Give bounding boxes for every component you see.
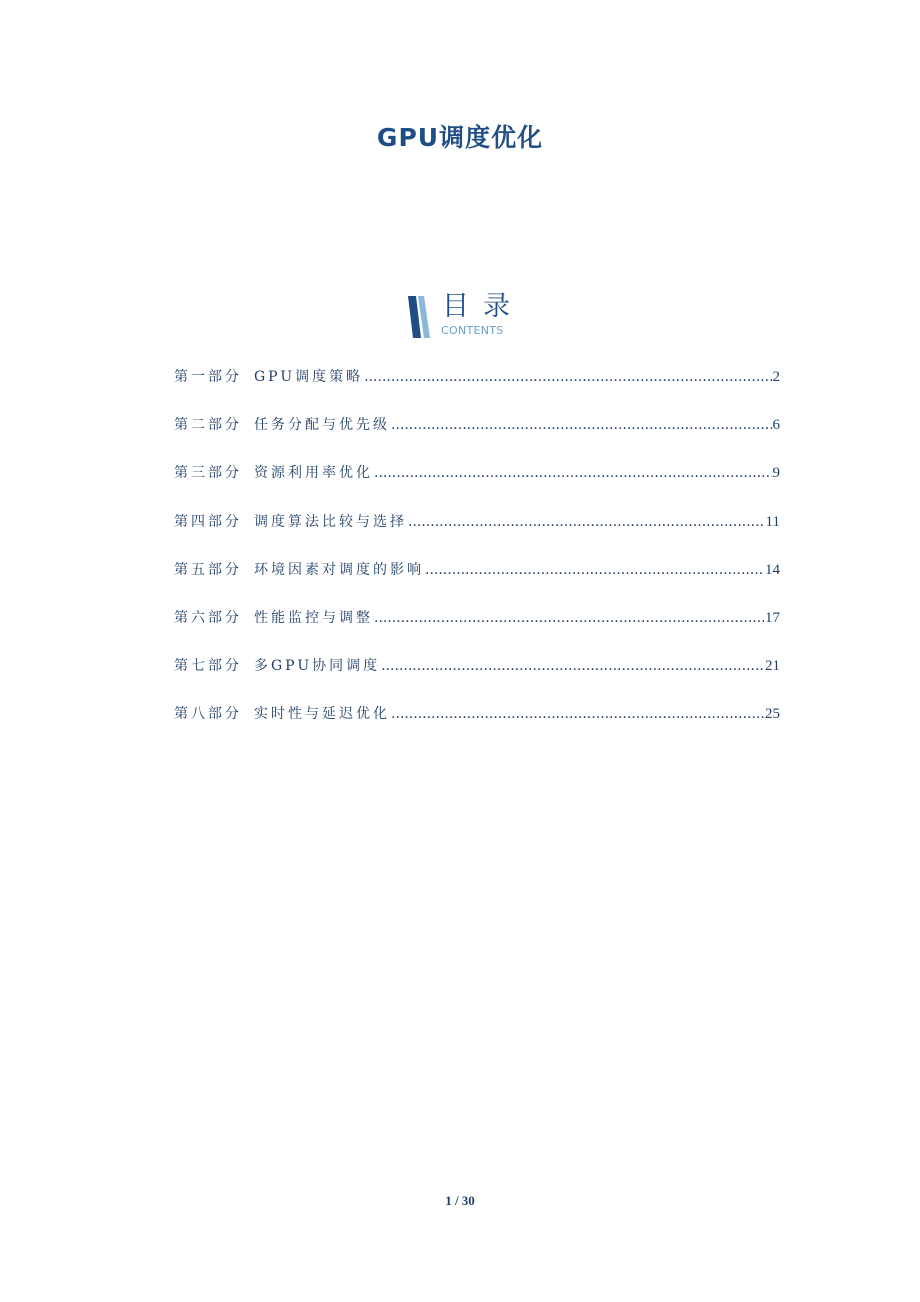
toc-entry-part-7[interactable]	[174, 655, 780, 703]
toc-entry-part-8[interactable]	[174, 703, 780, 751]
toc-subheading: CONTENTS	[441, 324, 504, 337]
toc-entry-leader	[408, 514, 765, 530]
toc-entry-page-number: 9	[772, 465, 780, 482]
toc-list	[174, 366, 780, 752]
toc-entry-part-5[interactable]	[174, 559, 780, 607]
toc-entry-part-label: 第七部分	[174, 658, 242, 675]
toc-entry-leader	[391, 417, 772, 433]
toc-entry-part-6[interactable]	[174, 607, 780, 655]
toc-entry-page-number: 2	[772, 369, 780, 385]
toc-entry-leader	[391, 706, 764, 722]
toc-entry-page-number: 17	[765, 609, 780, 626]
toc-entry-leader	[374, 610, 764, 626]
toc-entry-leader	[425, 562, 764, 578]
toc-entry-part-label: 第三部分	[174, 465, 242, 482]
toc-entry-part-label: 第五部分	[174, 561, 242, 578]
toc-heading: 目录	[442, 291, 524, 322]
toc-logo-icon	[408, 296, 432, 338]
toc-entry-page-number: 21	[765, 658, 780, 675]
toc-entry-title: 调度算法比较与选择	[254, 513, 407, 530]
toc-entry-leader	[364, 369, 771, 385]
toc-entry-part-label: 第一部分	[174, 369, 242, 385]
toc-entry-part-1[interactable]	[174, 366, 780, 414]
toc-entry-part-label: 第四部分	[174, 513, 242, 530]
toc-entry-title: GPU调度策略	[254, 369, 364, 385]
toc-entry-part-2[interactable]	[174, 414, 780, 462]
toc-entry-page-number: 11	[765, 513, 780, 530]
toc-entry-part-4[interactable]	[174, 511, 780, 559]
page-indicator: 1 / 30	[445, 1193, 475, 1208]
toc-entry-page-number: 6	[772, 417, 780, 434]
toc-entry-leader	[374, 465, 772, 481]
toc-header	[408, 291, 528, 340]
toc-entry-part-label: 第二部分	[174, 417, 242, 434]
toc-entry-title: 实时性与延迟优化	[254, 706, 390, 723]
toc-entry-part-label: 第六部分	[174, 609, 242, 626]
document-title: GPU调度优化	[376, 123, 544, 152]
toc-entry-part-3[interactable]	[174, 462, 780, 510]
toc-entry-leader	[381, 658, 764, 674]
toc-entry-title: 任务分配与优先级	[254, 417, 390, 434]
toc-entry-part-label: 第八部分	[174, 706, 242, 723]
toc-entry-title: 性能监控与调整	[254, 609, 373, 626]
toc-entry-title: 多GPU协同调度	[254, 658, 381, 675]
toc-entry-title: 资源利用率优化	[254, 465, 373, 482]
toc-entry-title: 环境因素对调度的影响	[254, 561, 424, 578]
toc-entry-page-number: 14	[765, 561, 780, 578]
toc-entry-page-number: 25	[765, 706, 780, 723]
